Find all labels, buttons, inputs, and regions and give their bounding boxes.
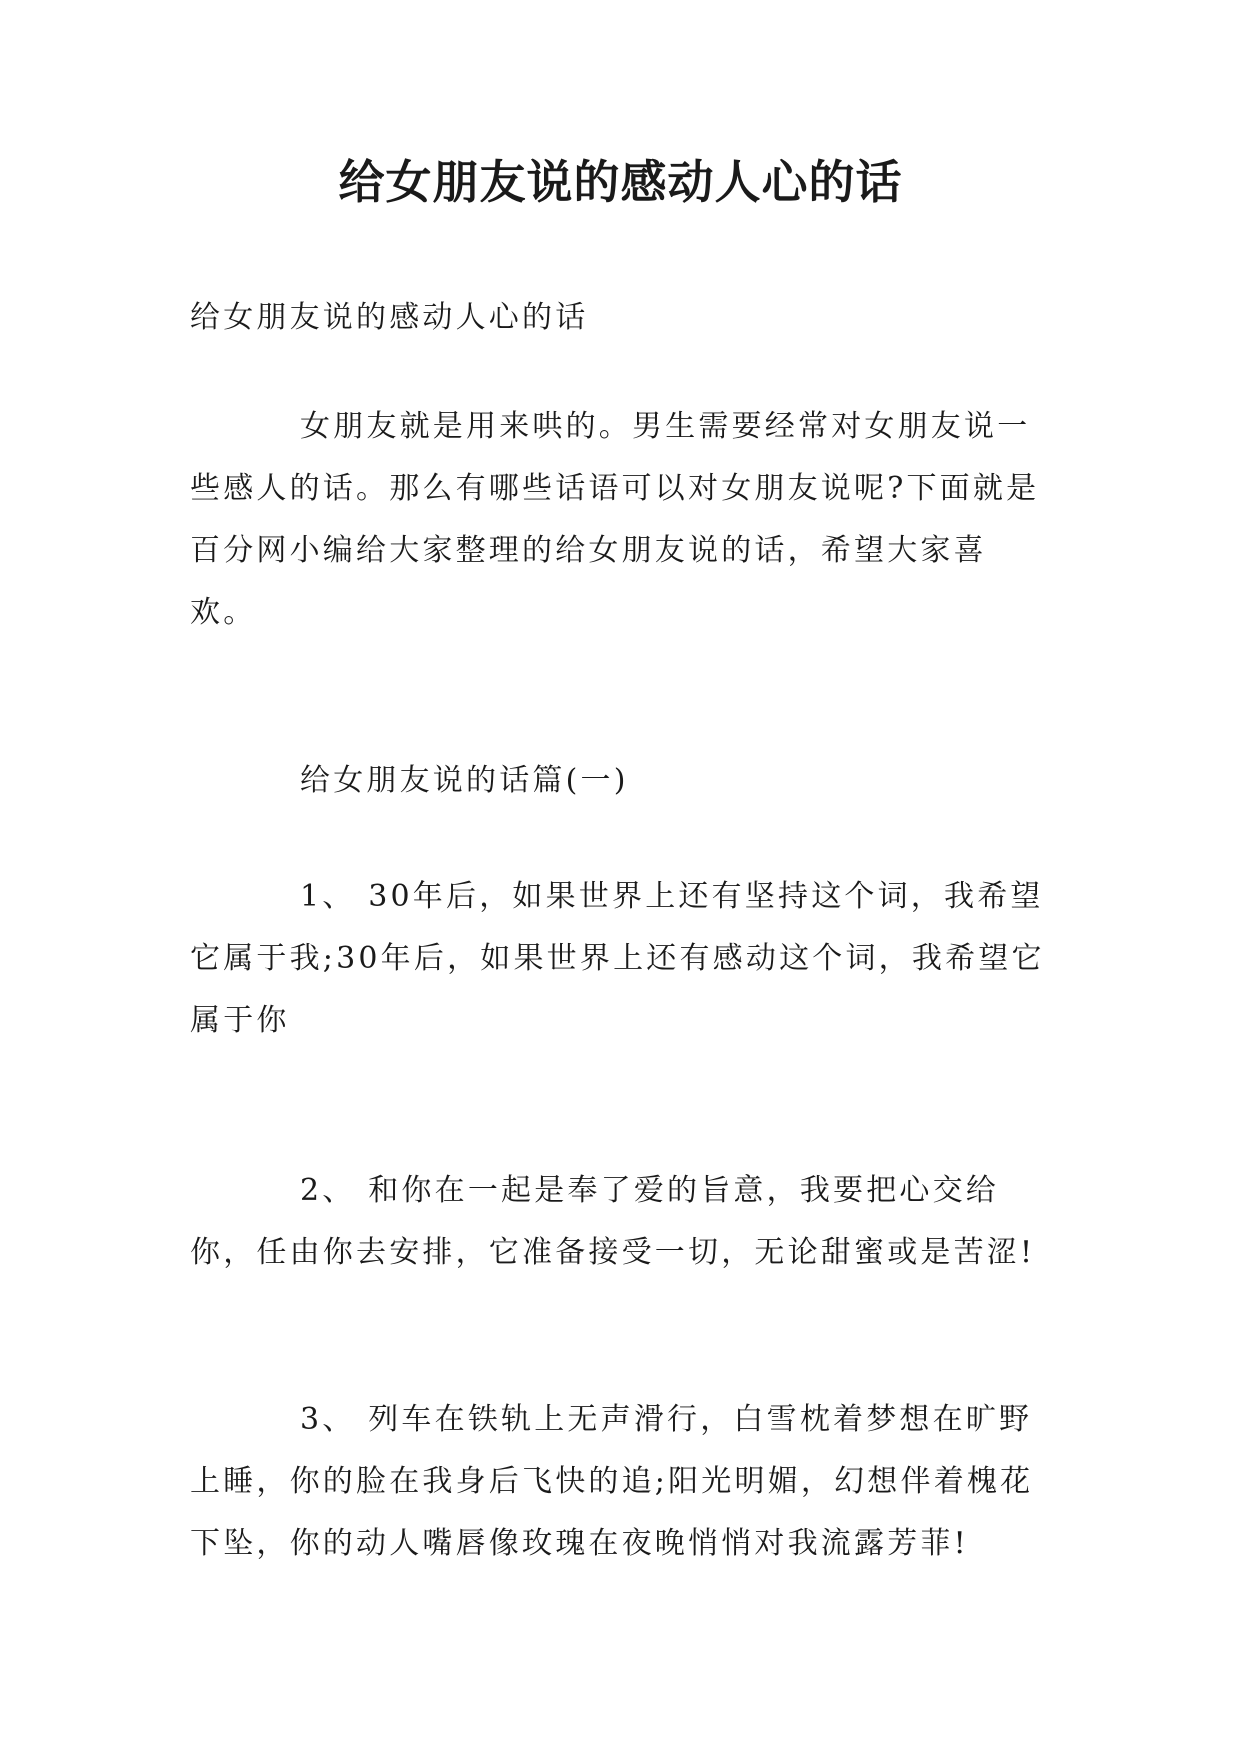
list-item: 3、 列车在铁轨上无声滑行，白雪枕着梦想在旷野上睡，你的脸在我身后飞快的追;阳光明媚，幻想伴着槐花下坠，你的动人嘴唇像玫瑰在夜晚悄悄对我流露芳菲! bbox=[190, 1402, 1034, 1561]
list-item: 2、 和你在一起是奉了爱的旨意，我要把心交给你，任由你去安排，它准备接受一切，无论甜蜜或是苦涩! bbox=[190, 1173, 1036, 1270]
section-heading: 给女朋友说的话篇(一) bbox=[300, 763, 629, 798]
document-title: 给女朋友说的感动人心的话 bbox=[338, 155, 903, 209]
list-item: 1、 30年后，如果世界上还有坚持这个词，我希望它属于我;30年后，如果世界上还有感动这个词，我希望它属于你 bbox=[190, 879, 1045, 1038]
intro-paragraph: 女朋友就是用来哄的。男生需要经常对女朋友说一些感人的话。那么有哪些话语可以对女朋友说呢?下面就是百分网小编给大家整理的给女朋友说的话，希望大家喜欢。 bbox=[190, 409, 1040, 630]
document-subtitle: 给女朋友说的感动人心的话 bbox=[190, 300, 589, 335]
